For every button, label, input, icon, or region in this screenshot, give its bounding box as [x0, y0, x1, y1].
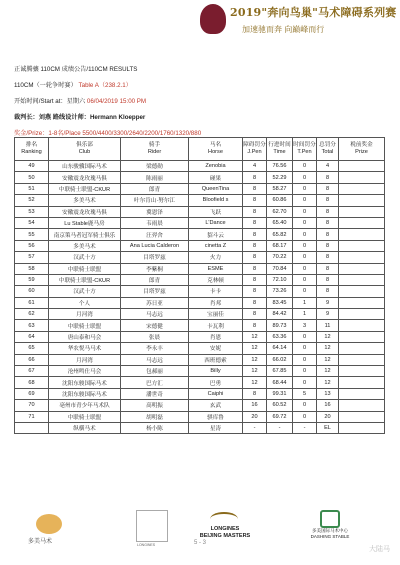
cell-total: 8	[317, 274, 339, 285]
cell-rider: 梁德勋	[121, 161, 189, 172]
cell-tpen: 0	[293, 252, 317, 263]
cell-rider: 苏日亚	[121, 297, 189, 308]
header-club: 俱乐部 Club	[49, 138, 121, 161]
cell-jpen: 8	[243, 229, 267, 240]
table-header-row	[15, 138, 385, 161]
cell-rider: 包郝丽	[121, 366, 189, 377]
cell-club: 中联骑士联盟-CKUR	[49, 183, 121, 194]
cell-prize	[339, 320, 385, 331]
cell-prize	[339, 172, 385, 183]
table-row	[15, 377, 385, 388]
table-row	[15, 320, 385, 331]
cell-jpen: 8	[243, 388, 267, 399]
cell-ranking: 69	[15, 388, 49, 399]
class-name: 110CM（一轮争时赛）	[14, 82, 77, 89]
cell-prize	[339, 388, 385, 399]
header-prize: 税前奖金 Prize	[339, 138, 385, 161]
cell-tpen: 0	[293, 411, 317, 422]
cell-horse: Billy	[189, 366, 243, 377]
cell-total: 12	[317, 354, 339, 365]
cell-prize	[339, 161, 385, 172]
cell-club: 中联骑士联盟	[49, 411, 121, 422]
table-row	[15, 400, 385, 411]
cell-ranking: 58	[15, 263, 49, 274]
cell-ranking: 65	[15, 343, 49, 354]
cell-jpen: 12	[243, 331, 267, 342]
cell-prize	[339, 331, 385, 342]
cell-rider: 宋德健	[121, 320, 189, 331]
cell-jpen: 8	[243, 195, 267, 206]
cell-club: 中联骑士联盟	[49, 320, 121, 331]
cell-tpen: 0	[293, 183, 317, 194]
cell-jpen: 12	[243, 354, 267, 365]
cell-club: 南京策马者冠军骑士俱乐	[49, 229, 121, 240]
cell-ranking: 63	[15, 320, 49, 331]
cell-tpen: 0	[293, 206, 317, 217]
cell-rider: 巴方汇	[121, 377, 189, 388]
cell-jpen: 8	[243, 183, 267, 194]
cell-rider: 叶尔肯山·努尔江	[121, 195, 189, 206]
cell-time: 63.36	[267, 331, 293, 342]
event-badge-icon	[200, 4, 226, 34]
cell-horse: 安妮	[189, 343, 243, 354]
cell-time: 76.56	[267, 161, 293, 172]
cell-jpen: 8	[243, 263, 267, 274]
cell-time: 65.82	[267, 229, 293, 240]
cell-jpen: 8	[243, 172, 267, 183]
cell-rider: 陈雨丽	[121, 172, 189, 183]
cell-club: 安徽震龙玫瑰马俱	[49, 206, 121, 217]
cell-prize	[339, 274, 385, 285]
cell-horse: 骐库鲁	[189, 411, 243, 422]
cell-ranking: 53	[15, 206, 49, 217]
cell-tpen: -	[293, 422, 317, 433]
cell-tpen: 0	[293, 286, 317, 297]
cell-prize	[339, 400, 385, 411]
header-time: 行进时间 Time	[267, 138, 293, 161]
class-line	[14, 80, 132, 89]
table-row	[15, 297, 385, 308]
cell-prize	[339, 297, 385, 308]
cell-horse: L'Dance	[189, 217, 243, 228]
cell-horse: 玄武	[189, 400, 243, 411]
cell-time: 84.42	[267, 309, 293, 320]
cell-total: 8	[317, 229, 339, 240]
cell-rider: 胡明磊	[121, 411, 189, 422]
cell-total: 13	[317, 388, 339, 399]
cell-horse: 貂斗云	[189, 229, 243, 240]
cell-prize	[339, 354, 385, 365]
cell-total: 20	[317, 411, 339, 422]
cell-tpen: 5	[293, 388, 317, 399]
cell-time: 89.73	[267, 320, 293, 331]
table-row	[15, 252, 385, 263]
cell-jpen: 8	[243, 274, 267, 285]
start-time-label: 开始时间/Start at：星期六	[14, 98, 86, 105]
cell-club: 唐山泰和马会	[49, 331, 121, 342]
cell-rider: 韦雨晨	[121, 217, 189, 228]
cell-rider: 目塔罗兹	[121, 286, 189, 297]
cell-time: 62.70	[267, 206, 293, 217]
cell-rider: 杨小陈	[121, 422, 189, 433]
cell-ranking: 61	[15, 297, 49, 308]
watermark: 大陆马	[369, 546, 390, 553]
cell-ranking: 67	[15, 366, 49, 377]
cell-rider: 张晨	[121, 331, 189, 342]
cell-total: 8	[317, 172, 339, 183]
cell-time: 64.14	[267, 343, 293, 354]
cell-prize	[339, 195, 385, 206]
cell-rider: 李紫桐	[121, 263, 189, 274]
cell-prize	[339, 309, 385, 320]
sponsor-longines-label: LONGINES	[137, 543, 156, 547]
cell-tpen: 0	[293, 274, 317, 285]
cell-club: 中联骑士联盟	[49, 263, 121, 274]
cell-total: 8	[317, 263, 339, 274]
cell-total: EL	[317, 422, 339, 433]
cell-club: 山东骏骥国际马术	[49, 161, 121, 172]
cell-club: 华农悦马马术	[49, 343, 121, 354]
cell-ranking: 70	[15, 400, 49, 411]
wings-icon	[210, 512, 238, 526]
start-time-value: 06/04/2019 15:00 PM	[86, 98, 147, 105]
cell-club: 汉武十方	[49, 286, 121, 297]
table-row	[15, 206, 385, 217]
sponsor-beijing-masters-label: LONGINES BEIJING MASTERS	[199, 526, 251, 539]
cell-total: 8	[317, 195, 339, 206]
cell-rider: 马志远	[121, 309, 189, 320]
sponsor-dashing-stable-label: 多美国际马术中心 DASHING STABLE	[310, 528, 350, 539]
table-row	[15, 274, 385, 285]
cell-ranking: 68	[15, 377, 49, 388]
cell-tpen: 0	[293, 354, 317, 365]
cell-ranking: 55	[15, 229, 49, 240]
cell-prize	[339, 286, 385, 297]
header-tpen: 时间罚分 T.Pen	[293, 138, 317, 161]
cell-ranking: 50	[15, 172, 49, 183]
cell-rider: 潘世奇	[121, 388, 189, 399]
cell-total: 12	[317, 366, 339, 377]
cell-tpen: 0	[293, 240, 317, 251]
cell-jpen: 20	[243, 411, 267, 422]
cell-horse: 星涛	[189, 422, 243, 433]
table-row	[15, 240, 385, 251]
cell-prize	[339, 422, 385, 433]
cell-horse: 飞跃	[189, 206, 243, 217]
event-logo-subtitle: 加速驰而奔 向巅峰而行	[242, 25, 325, 34]
table-row	[15, 263, 385, 274]
cell-ranking: 66	[15, 354, 49, 365]
cell-time: 83.45	[267, 297, 293, 308]
cell-tpen: 0	[293, 400, 317, 411]
table-rule: Table A（238.2.1）	[78, 82, 132, 89]
table-row	[15, 422, 385, 433]
cell-time: 65.40	[267, 217, 293, 228]
cell-ranking: 59	[15, 274, 49, 285]
cell-total: 8	[317, 240, 339, 251]
cell-total: 8	[317, 252, 339, 263]
cell-jpen: 8	[243, 206, 267, 217]
cell-prize	[339, 366, 385, 377]
cell-prize	[339, 206, 385, 217]
cell-rider: Ana Lucia Calderon	[121, 240, 189, 251]
sponsor-longines-badge	[136, 510, 168, 547]
cell-jpen: 4	[243, 161, 267, 172]
cell-jpen: 8	[243, 309, 267, 320]
cell-horse: 肖恩	[189, 331, 243, 342]
table-row	[15, 343, 385, 354]
cell-time: 66.02	[267, 354, 293, 365]
cell-time: 60.86	[267, 195, 293, 206]
event-logo	[200, 2, 397, 46]
cell-time: 58.27	[267, 183, 293, 194]
cell-time: 70.22	[267, 252, 293, 263]
header-jpen: 障碍罚分 J.Pen	[243, 138, 267, 161]
cell-club: 个人	[49, 297, 121, 308]
header-ranking: 排名 Ranking	[15, 138, 49, 161]
cell-prize	[339, 229, 385, 240]
cell-rider: 李永丰	[121, 343, 189, 354]
cell-rider: 汪羿舍	[121, 229, 189, 240]
db-logo-icon	[320, 510, 340, 528]
cell-club: 纵横马术	[49, 422, 121, 433]
cell-club: Lu Stable鹿马房	[49, 217, 121, 228]
cell-total: 12	[317, 377, 339, 388]
cell-club: 汉武十方	[49, 252, 121, 263]
cell-prize	[339, 217, 385, 228]
cell-club: 沈阳东骏国际马术	[49, 377, 121, 388]
results-title: 正诚腾骧 110CM 成绩公告/110CM RESULTS	[14, 66, 138, 73]
cell-time: 99.31	[267, 388, 293, 399]
cell-jpen: 8	[243, 217, 267, 228]
cell-jpen: 8	[243, 286, 267, 297]
cell-prize	[339, 263, 385, 274]
cell-club: 多美马术	[49, 195, 121, 206]
cell-ranking: 60	[15, 286, 49, 297]
cell-time: 70.84	[267, 263, 293, 274]
cell-horse: 卡卡	[189, 286, 243, 297]
cell-total: 9	[317, 297, 339, 308]
cell-ranking: 49	[15, 161, 49, 172]
cell-horse: 火力	[189, 252, 243, 263]
cell-horse: Zenobia	[189, 161, 243, 172]
cell-total: 12	[317, 331, 339, 342]
cell-jpen: 8	[243, 320, 267, 331]
cell-prize	[339, 240, 385, 251]
cell-rider: 郎青	[121, 274, 189, 285]
cell-rider: 郎青	[121, 183, 189, 194]
header-rider: 骑手 Rider	[121, 138, 189, 161]
cell-tpen: 1	[293, 309, 317, 320]
cell-horse: cinetta Z	[189, 240, 243, 251]
cell-horse: 巴勇	[189, 377, 243, 388]
cell-jpen: 16	[243, 400, 267, 411]
cell-rider: 马志远	[121, 354, 189, 365]
cell-club: 月河湾	[49, 309, 121, 320]
event-logo-title: 2019"奔向鸟巢"马术障碍系列赛	[230, 6, 397, 19]
header-horse: 马名 Horse	[189, 138, 243, 161]
cell-prize	[339, 411, 385, 422]
cell-total: 16	[317, 400, 339, 411]
results-table	[14, 137, 385, 434]
cell-club: 安徽震龙玫瑰马俱	[49, 172, 121, 183]
table-row	[15, 195, 385, 206]
table-row	[15, 172, 385, 183]
cell-ranking: 64	[15, 331, 49, 342]
cell-ranking	[15, 422, 49, 433]
cell-prize	[339, 252, 385, 263]
cell-tpen: 0	[293, 377, 317, 388]
cell-horse: 碰果	[189, 172, 243, 183]
cell-club: 月河湾	[49, 354, 121, 365]
cell-time: 69.72	[267, 411, 293, 422]
cell-total: 8	[317, 217, 339, 228]
start-time-line	[14, 96, 146, 105]
table-row	[15, 309, 385, 320]
sponsor-dashing-stable	[290, 510, 370, 544]
table-row	[15, 161, 385, 172]
table-row	[15, 354, 385, 365]
cell-ranking: 57	[15, 252, 49, 263]
cell-jpen: 8	[243, 297, 267, 308]
cell-tpen: 0	[293, 263, 317, 274]
cell-jpen: 8	[243, 252, 267, 263]
dashing-horse-icon	[36, 514, 62, 534]
cell-ranking: 51	[15, 183, 49, 194]
cell-horse: 肖邦	[189, 297, 243, 308]
cell-tpen: 0	[293, 172, 317, 183]
cell-jpen: 12	[243, 377, 267, 388]
cell-prize	[339, 377, 385, 388]
cell-ranking: 52	[15, 195, 49, 206]
cell-tpen: 0	[293, 343, 317, 354]
cell-time: 68.44	[267, 377, 293, 388]
cell-tpen: 0	[293, 331, 317, 342]
cell-jpen: 12	[243, 366, 267, 377]
cell-tpen: 0	[293, 217, 317, 228]
cell-time: 67.85	[267, 366, 293, 377]
cell-total: 11	[317, 320, 339, 331]
cell-jpen: 8	[243, 240, 267, 251]
table-row	[15, 331, 385, 342]
cell-total: 8	[317, 286, 339, 297]
cell-club: 多美马术	[49, 240, 121, 251]
cell-time: 68.17	[267, 240, 293, 251]
cell-total: 4	[317, 161, 339, 172]
table-row	[15, 286, 385, 297]
cell-horse: Bloofield s	[189, 195, 243, 206]
cell-horse: ESME	[189, 263, 243, 274]
cell-total: 9	[317, 309, 339, 320]
page-number: 5 - 3	[193, 540, 206, 546]
sponsor-dashing-label: 多美马术	[28, 539, 53, 545]
cell-club: 亳州市青少年马术队	[49, 400, 121, 411]
cell-jpen: -	[243, 422, 267, 433]
cell-time: 73.26	[267, 286, 293, 297]
cell-prize	[339, 183, 385, 194]
table-row	[15, 388, 385, 399]
cell-tpen: 0	[293, 229, 317, 240]
cell-horse: Caiphi	[189, 388, 243, 399]
cell-horse: 卡瓦利	[189, 320, 243, 331]
cell-tpen: 1	[293, 297, 317, 308]
table-row	[15, 217, 385, 228]
cell-time: 72.10	[267, 274, 293, 285]
cell-total: 8	[317, 206, 339, 217]
cell-tpen: 0	[293, 366, 317, 377]
cell-horse: QueenTina	[189, 183, 243, 194]
cell-club: 中联骑士联盟-CKUR	[49, 274, 121, 285]
prize-line: 奖金/Prize：1-8名/Place 5500/4400/3300/2640/2200/1760/1320/880	[14, 130, 202, 137]
cell-time: -	[267, 422, 293, 433]
cell-tpen: 0	[293, 195, 317, 206]
cell-total: 8	[317, 183, 339, 194]
header-total: 总罚分 Total	[317, 138, 339, 161]
officials-line: 裁判长：刘燕 路线设计师：Hermann Kloepper	[14, 114, 146, 121]
cell-prize	[339, 343, 385, 354]
cell-rider: 冀恩泽	[121, 206, 189, 217]
cell-time: 60.52	[267, 400, 293, 411]
cell-rider: 高明振	[121, 400, 189, 411]
cell-total: 12	[317, 343, 339, 354]
cell-ranking: 62	[15, 309, 49, 320]
table-row	[15, 366, 385, 377]
cell-horse: 西班德索	[189, 354, 243, 365]
sponsor-beijing-masters	[180, 512, 270, 542]
cell-club: 沧州鸣仕马会	[49, 366, 121, 377]
cell-club: 沈阳东骏国际马术	[49, 388, 121, 399]
cell-tpen: 3	[293, 320, 317, 331]
table-row	[15, 411, 385, 422]
cell-ranking: 54	[15, 217, 49, 228]
cell-ranking: 56	[15, 240, 49, 251]
table-row	[15, 183, 385, 194]
cell-rider: 目塔罗兹	[121, 252, 189, 263]
cell-tpen: 0	[293, 161, 317, 172]
cell-time: 52.29	[267, 172, 293, 183]
cell-jpen: 12	[243, 343, 267, 354]
cell-ranking: 71	[15, 411, 49, 422]
table-row	[15, 229, 385, 240]
cell-horse: 克林顿	[189, 274, 243, 285]
cell-horse: 宝丽佳	[189, 309, 243, 320]
